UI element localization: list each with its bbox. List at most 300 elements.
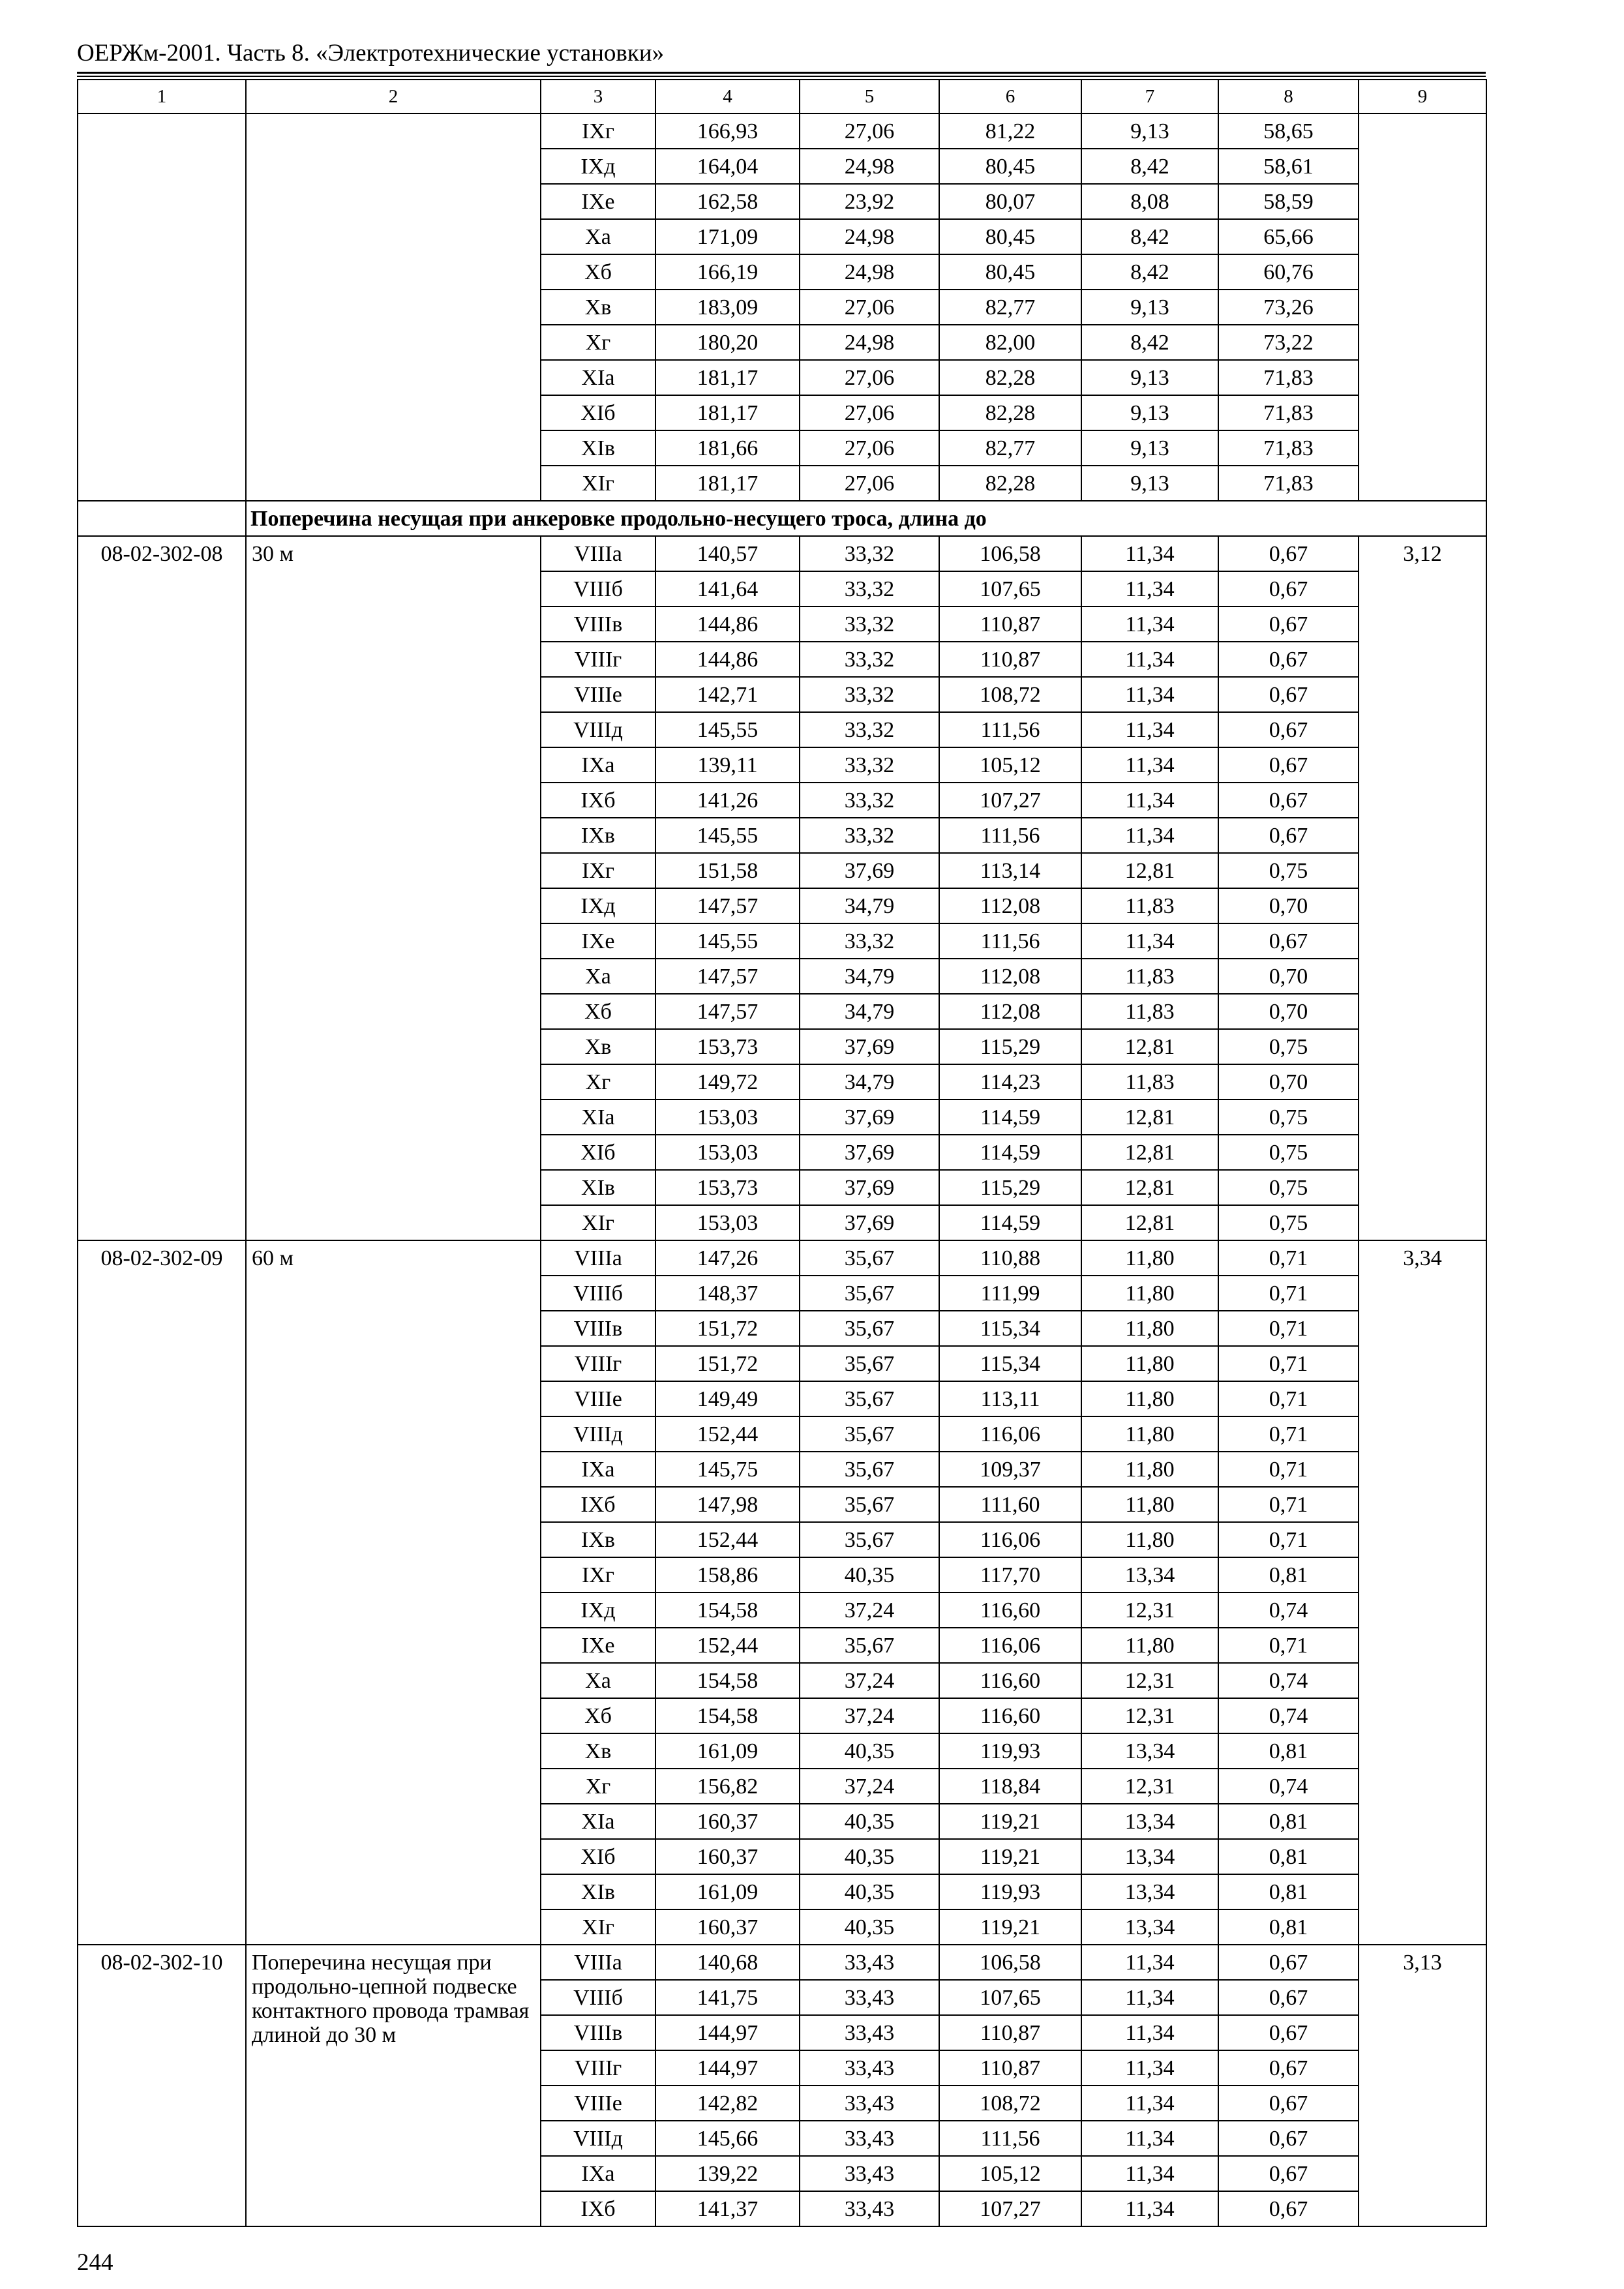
machines-cell: 113,11 [939,1381,1081,1416]
wages-cell: 27,06 [800,290,939,325]
mark-cell: XIа [541,1100,655,1135]
mark-cell: XIг [541,1205,655,1240]
machinist-wages-cell: 11,80 [1081,1628,1218,1663]
col9-value: 3,13 [1359,1945,1486,2226]
materials-cell: 0,70 [1218,888,1359,923]
total-cost-cell: 171,09 [655,219,800,254]
wages-cell: 37,69 [800,1205,939,1240]
wages-cell: 33,32 [800,571,939,606]
total-cost-cell: 154,58 [655,1663,800,1698]
total-cost-cell: 140,68 [655,1945,800,1980]
total-cost-cell: 147,57 [655,994,800,1029]
mark-cell: VIIIв [541,606,655,642]
section-empty-cell [78,501,246,536]
machinist-wages-cell: 11,34 [1081,712,1218,747]
mark-cell: Xв [541,290,655,325]
mark-cell: IXв [541,818,655,853]
wages-cell: 35,67 [800,1311,939,1346]
machinist-wages-cell: 11,34 [1081,2156,1218,2191]
wages-cell: 24,98 [800,219,939,254]
mark-cell: Xг [541,325,655,360]
machines-cell: 114,59 [939,1100,1081,1135]
materials-cell: 71,83 [1218,430,1359,466]
norm-name: Поперечина несущая при продольно-цепной подвеске контактного провода трамвая длиной до 30 м [246,1945,541,2226]
total-cost-cell: 147,57 [655,959,800,994]
total-cost-cell: 140,57 [655,536,800,571]
machines-cell: 115,29 [939,1170,1081,1205]
machinist-wages-cell: 11,34 [1081,1945,1218,1980]
machinist-wages-cell: 12,31 [1081,1769,1218,1804]
machines-cell: 116,06 [939,1522,1081,1557]
machinist-wages-cell: 9,13 [1081,395,1218,430]
materials-cell: 60,76 [1218,254,1359,290]
total-cost-cell: 144,86 [655,642,800,677]
machinist-wages-cell: 11,34 [1081,747,1218,783]
total-cost-cell: 148,37 [655,1276,800,1311]
page-header: ОЕРЖм-2001. Часть 8. «Электротехнические установки» [77,40,665,67]
total-cost-cell: 142,71 [655,677,800,712]
mark-cell: IXг [541,1557,655,1593]
norm-name: 30 м [246,536,541,1240]
mark-cell: VIIIв [541,1311,655,1346]
machines-cell: 116,06 [939,1416,1081,1452]
total-cost-cell: 139,22 [655,2156,800,2191]
materials-cell: 0,74 [1218,1698,1359,1733]
wages-cell: 35,67 [800,1381,939,1416]
machinist-wages-cell: 13,34 [1081,1557,1218,1593]
materials-cell: 0,67 [1218,606,1359,642]
machines-cell: 82,77 [939,290,1081,325]
materials-cell: 0,71 [1218,1311,1359,1346]
mark-cell: Xб [541,254,655,290]
mark-cell: XIа [541,360,655,395]
wages-cell: 35,67 [800,1416,939,1452]
machinist-wages-cell: 12,81 [1081,1205,1218,1240]
mark-cell: VIIIг [541,642,655,677]
materials-cell: 0,71 [1218,1416,1359,1452]
wages-cell: 33,43 [800,2121,939,2156]
total-cost-cell: 151,72 [655,1346,800,1381]
table-row [78,1945,1486,1980]
materials-cell: 0,67 [1218,818,1359,853]
wages-cell: 33,32 [800,783,939,818]
mark-cell: IXа [541,1452,655,1487]
wages-cell: 35,67 [800,1452,939,1487]
norm-name: 60 м [246,1240,541,1945]
total-cost-cell: 145,66 [655,2121,800,2156]
wages-cell: 33,43 [800,2086,939,2121]
column-number: 1 [78,80,246,113]
mark-cell: Xв [541,1029,655,1064]
machinist-wages-cell: 11,80 [1081,1487,1218,1522]
total-cost-cell: 160,37 [655,1839,800,1874]
wages-cell: 40,35 [800,1557,939,1593]
materials-cell: 0,74 [1218,1663,1359,1698]
wages-cell: 35,67 [800,1628,939,1663]
materials-cell: 0,71 [1218,1346,1359,1381]
mark-cell: VIIIд [541,2121,655,2156]
total-cost-cell: 154,58 [655,1593,800,1628]
materials-cell: 0,67 [1218,2015,1359,2050]
total-cost-cell: 152,44 [655,1628,800,1663]
wages-cell: 37,24 [800,1663,939,1698]
mark-cell: IXб [541,1487,655,1522]
machines-cell: 119,21 [939,1839,1081,1874]
materials-cell: 58,59 [1218,184,1359,219]
total-cost-cell: 180,20 [655,325,800,360]
machines-cell: 119,93 [939,1874,1081,1909]
total-cost-cell: 145,75 [655,1452,800,1487]
machines-cell: 118,84 [939,1769,1081,1804]
machinist-wages-cell: 11,80 [1081,1381,1218,1416]
total-cost-cell: 141,64 [655,571,800,606]
materials-cell: 0,67 [1218,571,1359,606]
materials-cell: 0,67 [1218,2121,1359,2156]
machines-cell: 105,12 [939,2156,1081,2191]
col9-cell-empty [1359,113,1486,501]
mark-cell: XIв [541,430,655,466]
materials-cell: 0,75 [1218,853,1359,888]
materials-cell: 0,67 [1218,1945,1359,1980]
machines-cell: 82,28 [939,466,1081,501]
materials-cell: 0,75 [1218,1205,1359,1240]
machinist-wages-cell: 8,42 [1081,219,1218,254]
total-cost-cell: 162,58 [655,184,800,219]
materials-cell: 0,67 [1218,677,1359,712]
machines-cell: 106,58 [939,1945,1081,1980]
machinist-wages-cell: 11,34 [1081,2121,1218,2156]
machines-cell: 109,37 [939,1452,1081,1487]
wages-cell: 37,69 [800,1170,939,1205]
machines-cell: 82,28 [939,360,1081,395]
wages-cell: 33,32 [800,536,939,571]
mark-cell: IXе [541,1628,655,1663]
total-cost-cell: 183,09 [655,290,800,325]
wages-cell: 37,24 [800,1698,939,1733]
materials-cell: 0,71 [1218,1276,1359,1311]
wages-cell: 33,43 [800,2191,939,2226]
materials-cell: 0,67 [1218,2156,1359,2191]
machinist-wages-cell: 8,08 [1081,184,1218,219]
mark-cell: Xг [541,1769,655,1804]
total-cost-cell: 145,55 [655,712,800,747]
machines-cell: 116,60 [939,1698,1081,1733]
machines-cell: 105,12 [939,747,1081,783]
machinist-wages-cell: 9,13 [1081,430,1218,466]
total-cost-cell: 151,58 [655,853,800,888]
machines-cell: 111,56 [939,923,1081,959]
materials-cell: 0,71 [1218,1628,1359,1663]
machinist-wages-cell: 13,34 [1081,1909,1218,1945]
materials-cell: 71,83 [1218,466,1359,501]
mark-cell: Xб [541,1698,655,1733]
machines-cell: 107,27 [939,2191,1081,2226]
wages-cell: 33,32 [800,818,939,853]
wages-cell: 33,32 [800,923,939,959]
mark-cell: VIIIб [541,571,655,606]
materials-cell: 0,81 [1218,1733,1359,1769]
total-cost-cell: 151,72 [655,1311,800,1346]
materials-cell: 0,71 [1218,1452,1359,1487]
machinist-wages-cell: 11,34 [1081,2015,1218,2050]
machinist-wages-cell: 11,34 [1081,1980,1218,2015]
wages-cell: 37,69 [800,1029,939,1064]
mark-cell: IXв [541,1522,655,1557]
machines-cell: 111,56 [939,818,1081,853]
machines-cell: 111,56 [939,2121,1081,2156]
wages-cell: 35,67 [800,1240,939,1276]
machinist-wages-cell: 12,31 [1081,1593,1218,1628]
materials-cell: 0,67 [1218,2191,1359,2226]
machines-cell: 108,72 [939,677,1081,712]
machinist-wages-cell: 8,42 [1081,254,1218,290]
mark-cell: XIг [541,466,655,501]
column-number: 5 [800,80,939,113]
total-cost-cell: 181,17 [655,395,800,430]
column-number: 2 [246,80,541,113]
wages-cell: 34,79 [800,959,939,994]
machines-cell: 108,72 [939,2086,1081,2121]
machines-cell: 80,45 [939,254,1081,290]
wages-cell: 34,79 [800,888,939,923]
wages-cell: 24,98 [800,325,939,360]
mark-cell: Xг [541,1064,655,1100]
machines-cell: 107,27 [939,783,1081,818]
mark-cell: VIIIа [541,1945,655,1980]
wages-cell: 33,43 [800,2050,939,2086]
machines-cell: 107,65 [939,1980,1081,2015]
materials-cell: 0,81 [1218,1804,1359,1839]
machinist-wages-cell: 11,80 [1081,1240,1218,1276]
mark-cell: IXг [541,113,655,149]
wages-cell: 33,43 [800,2156,939,2191]
machines-cell: 110,87 [939,642,1081,677]
total-cost-cell: 156,82 [655,1769,800,1804]
column-number-row [78,80,1486,113]
mark-cell: XIб [541,1135,655,1170]
wages-cell: 40,35 [800,1733,939,1769]
norm-code: 08-02-302-09 [78,1240,246,1945]
section-title: Поперечина несущая при анкеровке продольно-несущего троса, длина до [246,501,1486,536]
total-cost-cell: 144,97 [655,2015,800,2050]
wages-cell: 27,06 [800,360,939,395]
materials-cell: 65,66 [1218,219,1359,254]
mark-cell: IXд [541,1593,655,1628]
total-cost-cell: 181,17 [655,360,800,395]
machines-cell: 115,34 [939,1346,1081,1381]
wages-cell: 33,43 [800,1945,939,1980]
machinist-wages-cell: 12,81 [1081,853,1218,888]
machines-cell: 111,60 [939,1487,1081,1522]
wages-cell: 35,67 [800,1276,939,1311]
machinist-wages-cell: 11,80 [1081,1416,1218,1452]
total-cost-cell: 149,49 [655,1381,800,1416]
total-cost-cell: 147,57 [655,888,800,923]
machinist-wages-cell: 11,34 [1081,642,1218,677]
machines-cell: 119,93 [939,1733,1081,1769]
mark-cell: IXб [541,2191,655,2226]
wages-cell: 40,35 [800,1804,939,1839]
total-cost-cell: 154,58 [655,1698,800,1733]
table-row [78,536,1486,571]
mark-cell: VIIIб [541,1276,655,1311]
column-number: 8 [1218,80,1359,113]
mark-cell: XIб [541,1839,655,1874]
header-rule-thin [77,76,1486,77]
machinist-wages-cell: 11,80 [1081,1311,1218,1346]
machines-cell: 82,77 [939,430,1081,466]
materials-cell: 0,67 [1218,712,1359,747]
materials-cell: 0,74 [1218,1593,1359,1628]
table-row [78,113,1486,149]
mark-cell: IXб [541,783,655,818]
materials-cell: 0,67 [1218,2050,1359,2086]
machines-cell: 106,58 [939,536,1081,571]
machinist-wages-cell: 12,81 [1081,1029,1218,1064]
machines-cell: 80,07 [939,184,1081,219]
machines-cell: 117,70 [939,1557,1081,1593]
machines-cell: 114,59 [939,1205,1081,1240]
machines-cell: 82,28 [939,395,1081,430]
mark-cell: VIIIг [541,1346,655,1381]
machinist-wages-cell: 9,13 [1081,466,1218,501]
wages-cell: 35,67 [800,1346,939,1381]
machinist-wages-cell: 11,34 [1081,923,1218,959]
machinist-wages-cell: 11,34 [1081,818,1218,853]
mark-cell: XIа [541,1804,655,1839]
mark-cell: VIIIе [541,1381,655,1416]
mark-cell: VIIIе [541,2086,655,2121]
wages-cell: 33,43 [800,1980,939,2015]
materials-cell: 0,67 [1218,2086,1359,2121]
mark-cell: XIв [541,1170,655,1205]
mark-cell: VIIIе [541,677,655,712]
machines-cell: 119,21 [939,1804,1081,1839]
mark-cell: IXг [541,853,655,888]
materials-cell: 0,67 [1218,536,1359,571]
machinist-wages-cell: 11,80 [1081,1452,1218,1487]
machinist-wages-cell: 12,81 [1081,1135,1218,1170]
materials-cell: 0,71 [1218,1487,1359,1522]
machinist-wages-cell: 13,34 [1081,1874,1218,1909]
machinist-wages-cell: 11,83 [1081,994,1218,1029]
wages-cell: 24,98 [800,149,939,184]
machinist-wages-cell: 11,34 [1081,2086,1218,2121]
wages-cell: 23,92 [800,184,939,219]
col9-value: 3,34 [1359,1240,1486,1945]
total-cost-cell: 164,04 [655,149,800,184]
column-number: 4 [655,80,800,113]
norm-code: 08-02-302-08 [78,536,246,1240]
total-cost-cell: 149,72 [655,1064,800,1100]
machines-cell: 115,34 [939,1311,1081,1346]
total-cost-cell: 181,66 [655,430,800,466]
machines-cell: 112,08 [939,994,1081,1029]
materials-cell: 0,67 [1218,923,1359,959]
materials-cell: 0,70 [1218,959,1359,994]
materials-cell: 0,81 [1218,1839,1359,1874]
machines-cell: 116,60 [939,1593,1081,1628]
wages-cell: 33,32 [800,677,939,712]
machines-cell: 112,08 [939,959,1081,994]
machinist-wages-cell: 13,34 [1081,1839,1218,1874]
machinist-wages-cell: 11,34 [1081,571,1218,606]
total-cost-cell: 160,37 [655,1804,800,1839]
machinist-wages-cell: 11,34 [1081,606,1218,642]
mark-cell: VIIIв [541,2015,655,2050]
materials-cell: 0,81 [1218,1909,1359,1945]
materials-cell: 0,67 [1218,747,1359,783]
materials-cell: 0,70 [1218,994,1359,1029]
machines-cell: 116,06 [939,1628,1081,1663]
machinist-wages-cell: 12,81 [1081,1100,1218,1135]
machines-cell: 115,29 [939,1029,1081,1064]
mark-cell: IXе [541,923,655,959]
column-number: 9 [1359,80,1486,113]
machinist-wages-cell: 12,31 [1081,1663,1218,1698]
materials-cell: 0,74 [1218,1769,1359,1804]
column-number: 3 [541,80,655,113]
materials-cell: 58,61 [1218,149,1359,184]
header-rule [77,72,1486,74]
machinist-wages-cell: 11,34 [1081,536,1218,571]
wages-cell: 27,06 [800,113,939,149]
materials-cell: 58,65 [1218,113,1359,149]
column-number: 6 [939,80,1081,113]
machinist-wages-cell: 9,13 [1081,290,1218,325]
total-cost-cell: 153,03 [655,1135,800,1170]
machines-cell: 82,00 [939,325,1081,360]
wages-cell: 35,67 [800,1487,939,1522]
wages-cell: 33,32 [800,747,939,783]
machinist-wages-cell: 11,83 [1081,1064,1218,1100]
machinist-wages-cell: 11,34 [1081,783,1218,818]
machinist-wages-cell: 13,34 [1081,1804,1218,1839]
page-number: 244 [77,2249,113,2276]
machinist-wages-cell: 11,83 [1081,959,1218,994]
total-cost-cell: 161,09 [655,1733,800,1769]
mark-cell: VIIIа [541,1240,655,1276]
total-cost-cell: 139,11 [655,747,800,783]
wages-cell: 27,06 [800,430,939,466]
machines-cell: 110,87 [939,2050,1081,2086]
wages-cell: 40,35 [800,1874,939,1909]
wages-cell: 33,32 [800,712,939,747]
norms-table [77,79,1487,2227]
total-cost-cell: 141,37 [655,2191,800,2226]
materials-cell: 0,75 [1218,1170,1359,1205]
machines-cell: 110,88 [939,1240,1081,1276]
wages-cell: 37,69 [800,1100,939,1135]
machinist-wages-cell: 12,31 [1081,1698,1218,1733]
wages-cell: 35,67 [800,1522,939,1557]
mark-cell: Xв [541,1733,655,1769]
mark-cell: VIIIг [541,2050,655,2086]
machines-cell: 116,60 [939,1663,1081,1698]
materials-cell: 0,67 [1218,783,1359,818]
mark-cell: VIIIд [541,712,655,747]
total-cost-cell: 152,44 [655,1416,800,1452]
total-cost-cell: 166,93 [655,113,800,149]
materials-cell: 71,83 [1218,360,1359,395]
mark-cell: VIIIб [541,1980,655,2015]
machines-cell: 107,65 [939,571,1081,606]
total-cost-cell: 153,03 [655,1205,800,1240]
materials-cell: 0,75 [1218,1029,1359,1064]
machines-cell: 81,22 [939,113,1081,149]
col9-value: 3,12 [1359,536,1486,1240]
materials-cell: 73,26 [1218,290,1359,325]
